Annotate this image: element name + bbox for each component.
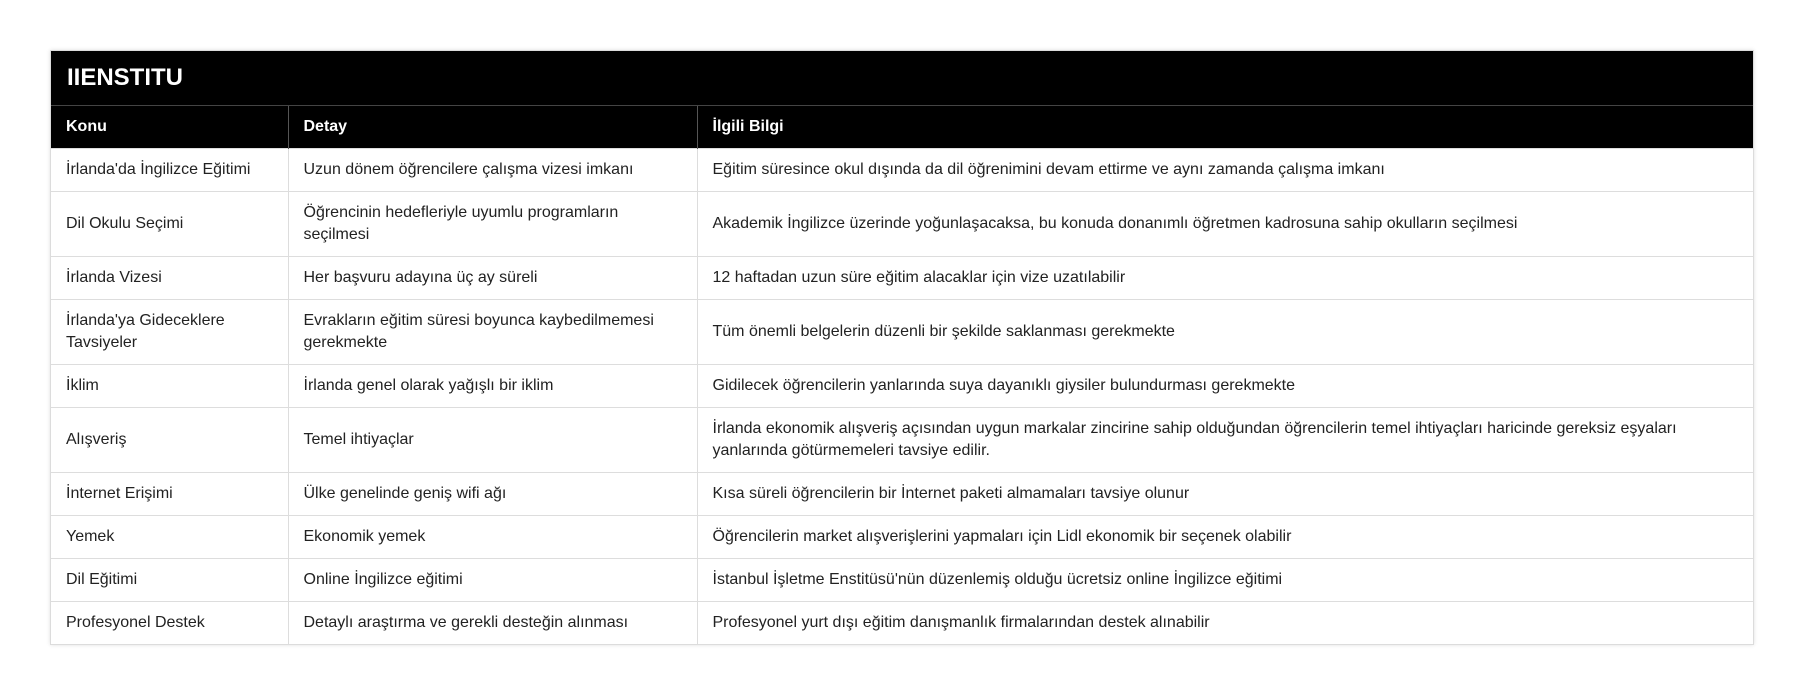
table-row — [51, 300, 1753, 365]
cell-ilgili-bilgi: Öğrencilerin market alışverişlerini yapmaları için Lidl ekonomik bir seçenek olabilir — [697, 516, 1753, 559]
column-header-ilgili-bilgi: İlgili Bilgi — [697, 106, 1753, 149]
cell-ilgili-bilgi: Eğitim süresince okul dışında da dil öğrenimini devam ettirme ve aynı zamanda çalışma imkanı — [697, 149, 1753, 192]
table-row — [51, 473, 1753, 516]
cell-ilgili-bilgi: Gidilecek öğrencilerin yanlarında suya dayanıklı giysiler bulundurması gerekmekte — [697, 365, 1753, 408]
table-row — [51, 408, 1753, 473]
table-title: IIENSTITU — [51, 51, 1753, 106]
info-table — [51, 106, 1753, 644]
cell-ilgili-bilgi: Kısa süreli öğrencilerin bir İnternet paketi almamaları tavsiye olunur — [697, 473, 1753, 516]
cell-konu: Alışveriş — [51, 408, 288, 473]
table-row — [51, 149, 1753, 192]
cell-detay: Ekonomik yemek — [288, 516, 697, 559]
header-row — [51, 106, 1753, 149]
cell-ilgili-bilgi: İrlanda ekonomik alışveriş açısından uygun markalar zincirine sahip olduğundan öğrencilerin temel ihtiyaçları haricinde gereksiz eşyaları yanlarında götürmemeleri tavsiye edilir. — [697, 408, 1753, 473]
table-row — [51, 516, 1753, 559]
cell-konu: Yemek — [51, 516, 288, 559]
cell-konu: Profesyonel Destek — [51, 602, 288, 645]
cell-detay: Detaylı araştırma ve gerekli desteğin alınması — [288, 602, 697, 645]
cell-konu: İrlanda'da İngilizce Eğitimi — [51, 149, 288, 192]
cell-konu: İklim — [51, 365, 288, 408]
table-row — [51, 602, 1753, 645]
cell-detay: Her başvuru adayına üç ay süreli — [288, 257, 697, 300]
table-row — [51, 365, 1753, 408]
cell-ilgili-bilgi: 12 haftadan uzun süre eğitim alacaklar için vize uzatılabilir — [697, 257, 1753, 300]
cell-detay: Temel ihtiyaçlar — [288, 408, 697, 473]
cell-konu: Dil Eğitimi — [51, 559, 288, 602]
table-row — [51, 192, 1753, 257]
table-row — [51, 257, 1753, 300]
cell-ilgili-bilgi: Profesyonel yurt dışı eğitim danışmanlık firmalarından destek alınabilir — [697, 602, 1753, 645]
table-header — [51, 106, 1753, 149]
info-table-container — [50, 50, 1754, 645]
cell-ilgili-bilgi: Akademik İngilizce üzerinde yoğunlaşacaksa, bu konuda donanımlı öğretmen kadrosuna sahip okulların seçilmesi — [697, 192, 1753, 257]
cell-ilgili-bilgi: Tüm önemli belgelerin düzenli bir şekilde saklanması gerekmekte — [697, 300, 1753, 365]
cell-detay: Öğrencinin hedefleriyle uyumlu programların seçilmesi — [288, 192, 697, 257]
table-row — [51, 559, 1753, 602]
cell-detay: Uzun dönem öğrencilere çalışma vizesi imkanı — [288, 149, 697, 192]
column-header-konu: Konu — [51, 106, 288, 149]
cell-detay: Ülke genelinde geniş wifi ağı — [288, 473, 697, 516]
cell-ilgili-bilgi: İstanbul İşletme Enstitüsü'nün düzenlemiş olduğu ücretsiz online İngilizce eğitimi — [697, 559, 1753, 602]
cell-detay: Evrakların eğitim süresi boyunca kaybedilmemesi gerekmekte — [288, 300, 697, 365]
cell-detay: İrlanda genel olarak yağışlı bir iklim — [288, 365, 697, 408]
table-body — [51, 149, 1753, 645]
cell-konu: İrlanda'ya Gideceklere Tavsiyeler — [51, 300, 288, 365]
cell-konu: İrlanda Vizesi — [51, 257, 288, 300]
cell-konu: İnternet Erişimi — [51, 473, 288, 516]
column-header-detay: Detay — [288, 106, 697, 149]
cell-detay: Online İngilizce eğitimi — [288, 559, 697, 602]
cell-konu: Dil Okulu Seçimi — [51, 192, 288, 257]
